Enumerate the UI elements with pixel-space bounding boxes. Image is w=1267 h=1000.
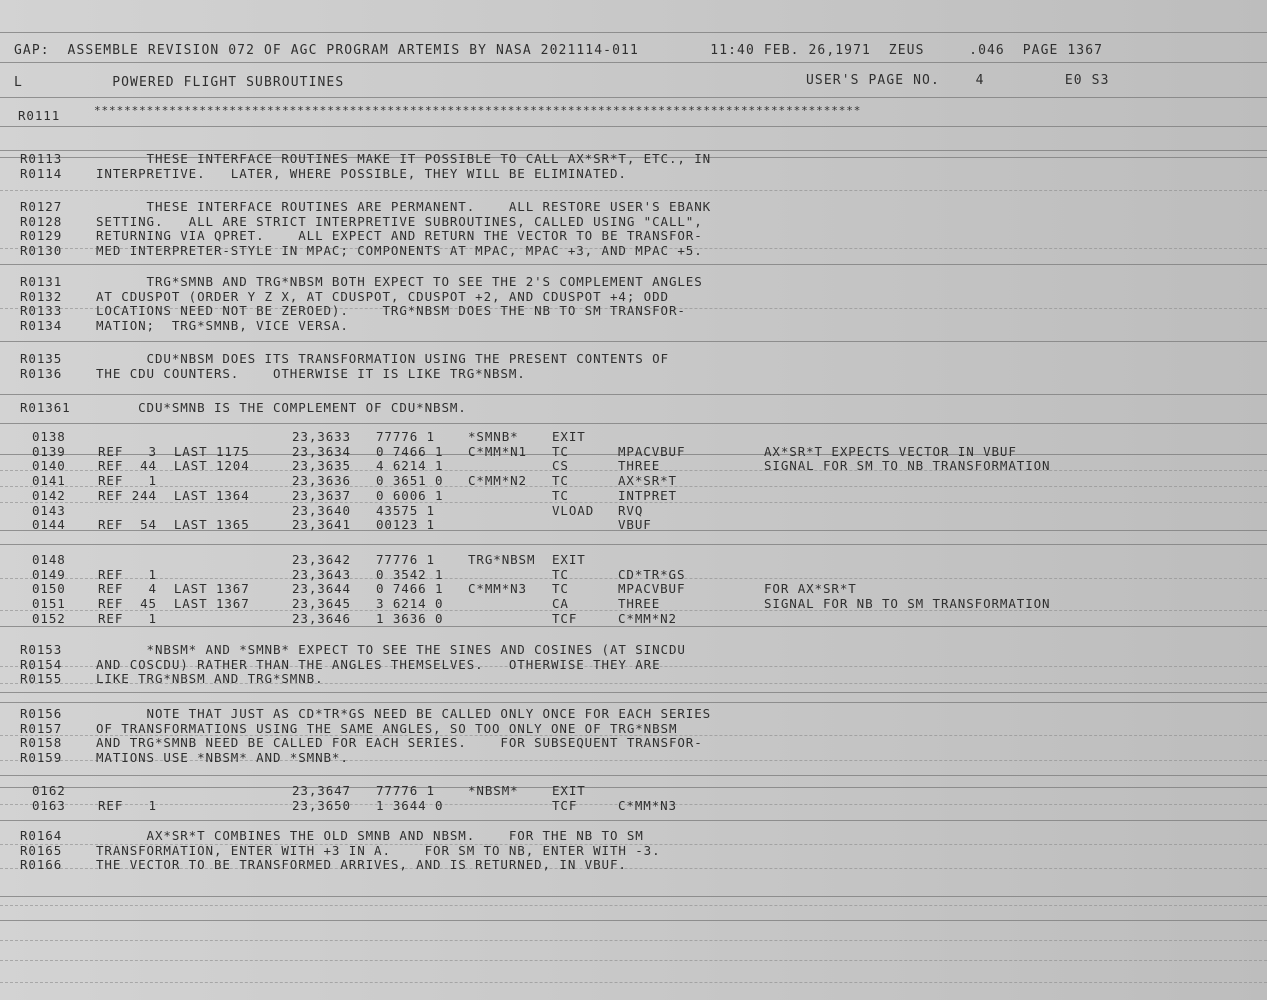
line-guide bbox=[0, 940, 1267, 941]
opcode: TCF bbox=[552, 797, 578, 813]
line-number: 0141 bbox=[32, 473, 66, 489]
reference-info: REF 1 bbox=[98, 473, 157, 489]
operand: C*MM*N3 bbox=[618, 797, 677, 813]
reference-info: REF 3 LAST 1175 bbox=[98, 443, 250, 459]
memory-address: 23,3645 bbox=[292, 596, 351, 612]
line-number: R0158 bbox=[20, 735, 63, 751]
opcode: TC bbox=[552, 473, 569, 489]
line-number: 0142 bbox=[32, 487, 66, 503]
memory-address: 23,3633 bbox=[292, 429, 351, 444]
line-number: 0144 bbox=[32, 517, 66, 533]
octal-word: 77776 1 bbox=[376, 783, 435, 798]
comment-line: MATION; TRG*SMNB, VICE VERSA. bbox=[96, 317, 349, 333]
opcode: VLOAD bbox=[552, 502, 595, 518]
line-number: R0165 bbox=[20, 842, 63, 858]
memory-address: 23,3642 bbox=[292, 552, 351, 567]
octal-word: 1 3636 0 bbox=[376, 610, 444, 626]
operand: MPACVBUF bbox=[618, 581, 686, 597]
reference-info: REF 244 LAST 1364 bbox=[98, 487, 250, 503]
opcode: EXIT bbox=[552, 783, 586, 798]
line-number: R0153 bbox=[20, 642, 63, 657]
operand: C*MM*N2 bbox=[618, 610, 677, 626]
line-number: 0152 bbox=[32, 610, 66, 626]
comment-line: CDU*NBSM DOES ITS TRANSFORMATION USING THE PRESENT CONTENTS OF bbox=[96, 351, 669, 366]
code-comment: AX*SR*T EXPECTS VECTOR IN VBUF bbox=[764, 443, 1017, 459]
line-number: 0139 bbox=[32, 443, 66, 459]
opcode: EXIT bbox=[552, 552, 586, 567]
octal-word: 1 3644 0 bbox=[376, 797, 444, 813]
listing-banner: GAP: ASSEMBLE REVISION 072 OF AGC PROGRAM ARTEMIS BY NASA 2021114-011 11:40 FEB. 26,1971 ZEUS .046 PAGE 1367 bbox=[14, 43, 1104, 58]
symbol-label: *NBSM* bbox=[468, 783, 519, 798]
opcode: TC bbox=[552, 581, 569, 597]
comment-line: AND TRG*SMNB NEED BE CALLED FOR EACH SERIES. FOR SUBSEQUENT TRANSFOR- bbox=[96, 735, 703, 751]
line-number: R0128 bbox=[20, 213, 63, 229]
comment-line: *NBSM* AND *SMNB* EXPECT TO SEE THE SINES AND COSINES (AT SINCDU bbox=[96, 642, 686, 657]
memory-address: 23,3646 bbox=[292, 610, 351, 626]
operand: THREE bbox=[618, 596, 661, 612]
code-comment: SIGNAL FOR NB TO SM TRANSFORMATION bbox=[764, 596, 1051, 612]
line-number: R0164 bbox=[20, 828, 63, 843]
operand: THREE bbox=[618, 458, 661, 474]
opcode: TC bbox=[552, 443, 569, 459]
line-number: R0113 bbox=[20, 151, 63, 166]
line-number: R0135 bbox=[20, 351, 63, 366]
comment-line: MATIONS USE *NBSM* AND *SMNB*. bbox=[96, 749, 349, 765]
line-number: R0166 bbox=[20, 857, 63, 873]
ruled-line bbox=[0, 702, 1267, 703]
line-number: R0130 bbox=[20, 242, 63, 258]
comment-line: CDU*SMNB IS THE COMPLEMENT OF CDU*NBSM. bbox=[96, 400, 467, 415]
line-guide bbox=[0, 982, 1267, 983]
ruled-line bbox=[0, 787, 1267, 788]
line-number: R0132 bbox=[20, 288, 63, 304]
comment-line: OF TRANSFORMATIONS USING THE SAME ANGLES, SO TOO ONLY ONE OF TRG*NBSM bbox=[96, 720, 678, 736]
symbol-label: TRG*NBSM bbox=[468, 552, 536, 567]
line-guide bbox=[0, 190, 1267, 191]
symbol-label: C*MM*N1 bbox=[468, 443, 527, 459]
ruled-line bbox=[0, 423, 1267, 424]
ruled-line bbox=[0, 820, 1267, 821]
code-comment: FOR AX*SR*T bbox=[764, 581, 857, 597]
octal-word: 0 7466 1 bbox=[376, 581, 444, 597]
ruled-line bbox=[0, 62, 1267, 63]
line-number: R0127 bbox=[20, 199, 63, 214]
line-number: 0138 bbox=[32, 429, 66, 444]
line-guide bbox=[0, 905, 1267, 906]
asterisk-separator: ****************************************************************************************************** bbox=[94, 104, 862, 117]
ruled-line bbox=[0, 626, 1267, 627]
reference-info: REF 1 bbox=[98, 797, 157, 813]
line-number: R0129 bbox=[20, 228, 63, 244]
comment-line: TRG*SMNB AND TRG*NBSM BOTH EXPECT TO SEE THE 2'S COMPLEMENT ANGLES bbox=[96, 274, 703, 289]
comment-line: RETURNING VIA QPRET. ALL EXPECT AND RETURN THE VECTOR TO BE TRANSFOR- bbox=[96, 228, 703, 244]
operand: VBUF bbox=[618, 517, 652, 533]
ruled-line bbox=[0, 341, 1267, 342]
symbol-label: *SMNB* bbox=[468, 429, 519, 444]
octal-word: 77776 1 bbox=[376, 552, 435, 567]
line-number: R0133 bbox=[20, 303, 63, 319]
comment-line: INTERPRETIVE. LATER, WHERE POSSIBLE, THEY WILL BE ELIMINATED. bbox=[96, 165, 627, 181]
reference-info: REF 44 LAST 1204 bbox=[98, 458, 250, 474]
comment-line: AX*SR*T COMBINES THE OLD SMNB AND NBSM. FOR THE NB TO SM bbox=[96, 828, 644, 843]
ruled-line bbox=[0, 775, 1267, 776]
comment-line: AND COSCDU) RATHER THAN THE ANGLES THEMSELVES. OTHERWISE THEY ARE bbox=[96, 656, 661, 672]
octal-word: 0 6006 1 bbox=[376, 487, 444, 503]
octal-word: 43575 1 bbox=[376, 502, 435, 518]
reference-info: REF 4 LAST 1367 bbox=[98, 581, 250, 597]
line-number: 0150 bbox=[32, 581, 66, 597]
ruled-line bbox=[0, 896, 1267, 897]
line-number: R01361 bbox=[20, 400, 71, 415]
operand: AX*SR*T bbox=[618, 473, 677, 489]
line-number: 0149 bbox=[32, 566, 66, 582]
line-number: R0131 bbox=[20, 274, 63, 289]
line-number: R0156 bbox=[20, 706, 63, 721]
comment-line: TRANSFORMATION, ENTER WITH +3 IN A. FOR SM TO NB, ENTER WITH -3. bbox=[96, 842, 661, 858]
reference-info: REF 1 bbox=[98, 610, 157, 626]
comment-line: NOTE THAT JUST AS CD*TR*GS NEED BE CALLED ONLY ONCE FOR EACH SERIES bbox=[96, 706, 712, 721]
ruled-line bbox=[0, 126, 1267, 127]
line-number: 0151 bbox=[32, 596, 66, 612]
operand: RVQ bbox=[618, 502, 644, 518]
memory-address: 23,3650 bbox=[292, 797, 351, 813]
line-number: R0159 bbox=[20, 749, 63, 765]
operand: INTPRET bbox=[618, 487, 677, 503]
comment-line: THE VECTOR TO BE TRANSFORMED ARRIVES, AND IS RETURNED, IN VBUF. bbox=[96, 857, 627, 873]
line-number: R0154 bbox=[20, 656, 63, 672]
ruled-line bbox=[0, 264, 1267, 265]
ruled-line bbox=[0, 394, 1267, 395]
memory-address: 23,3647 bbox=[292, 783, 351, 798]
octal-word: 4 6214 1 bbox=[376, 458, 444, 474]
comment-line: SETTING. ALL ARE STRICT INTERPRETIVE SUBROUTINES, CALLED USING "CALL", bbox=[96, 213, 703, 229]
opcode: TC bbox=[552, 566, 569, 582]
users-page-number: USER'S PAGE NO. 4 E0 S3 bbox=[806, 73, 1110, 88]
comment-line: AT CDUSPOT (ORDER Y Z X, AT CDUSPOT, CDUSPOT +2, AND CDUSPOT +4; ODD bbox=[96, 288, 669, 304]
line-number: 0148 bbox=[32, 552, 66, 567]
memory-address: 23,3637 bbox=[292, 487, 351, 503]
ruled-line bbox=[0, 32, 1267, 33]
line-number: R0134 bbox=[20, 317, 63, 333]
comment-line: LIKE TRG*NBSM AND TRG*SMNB. bbox=[96, 671, 324, 687]
opcode: CA bbox=[552, 596, 569, 612]
comment-line: MED INTERPRETER-STYLE IN MPAC; COMPONENTS AT MPAC, MPAC +3, AND MPAC +5. bbox=[96, 242, 703, 258]
opcode: TCF bbox=[552, 610, 578, 626]
comment-line: THESE INTERFACE ROUTINES MAKE IT POSSIBLE TO CALL AX*SR*T, ETC., IN bbox=[96, 151, 712, 166]
reference-info: REF 1 bbox=[98, 566, 157, 582]
line-number: R0114 bbox=[20, 165, 63, 181]
line-number: R0155 bbox=[20, 671, 63, 687]
line-number: R0157 bbox=[20, 720, 63, 736]
reference-info: REF 54 LAST 1365 bbox=[98, 517, 250, 533]
ruled-line bbox=[0, 920, 1267, 921]
log-section-title: L POWERED FLIGHT SUBROUTINES bbox=[14, 75, 345, 90]
memory-address: 23,3641 bbox=[292, 517, 351, 533]
line-number: R0136 bbox=[20, 365, 63, 381]
octal-word: 0 7466 1 bbox=[376, 443, 444, 459]
memory-address: 23,3640 bbox=[292, 502, 351, 518]
opcode: TC bbox=[552, 487, 569, 503]
octal-word: 0 3651 0 bbox=[376, 473, 444, 489]
octal-word: 3 6214 0 bbox=[376, 596, 444, 612]
comment-line: LOCATIONS NEED NOT BE ZEROED). TRG*NBSM DOES THE NB TO SM TRANSFOR- bbox=[96, 303, 686, 319]
reference-info: REF 45 LAST 1367 bbox=[98, 596, 250, 612]
ruled-line bbox=[0, 692, 1267, 693]
line-number: 0162 bbox=[32, 783, 66, 798]
symbol-label: C*MM*N2 bbox=[468, 473, 527, 489]
octal-word: 0 3542 1 bbox=[376, 566, 444, 582]
line-number: 0163 bbox=[32, 797, 66, 813]
line-number: R0111 bbox=[18, 108, 61, 123]
memory-address: 23,3644 bbox=[292, 581, 351, 597]
ruled-line bbox=[0, 97, 1267, 98]
octal-word: 77776 1 bbox=[376, 429, 435, 444]
comment-line: THE CDU COUNTERS. OTHERWISE IT IS LIKE TRG*NBSM. bbox=[96, 365, 526, 381]
memory-address: 23,3635 bbox=[292, 458, 351, 474]
line-guide bbox=[0, 960, 1267, 961]
line-number: 0140 bbox=[32, 458, 66, 474]
opcode: EXIT bbox=[552, 429, 586, 444]
memory-address: 23,3643 bbox=[292, 566, 351, 582]
memory-address: 23,3636 bbox=[292, 473, 351, 489]
line-number: 0143 bbox=[32, 502, 66, 518]
operand: MPACVBUF bbox=[618, 443, 686, 459]
operand: CD*TR*GS bbox=[618, 566, 686, 582]
opcode: CS bbox=[552, 458, 569, 474]
octal-word: 00123 1 bbox=[376, 517, 435, 533]
ruled-line bbox=[0, 544, 1267, 545]
symbol-label: C*MM*N3 bbox=[468, 581, 527, 597]
code-comment: SIGNAL FOR SM TO NB TRANSFORMATION bbox=[764, 458, 1051, 474]
comment-line: THESE INTERFACE ROUTINES ARE PERMANENT. ALL RESTORE USER'S EBANK bbox=[96, 199, 712, 214]
memory-address: 23,3634 bbox=[292, 443, 351, 459]
